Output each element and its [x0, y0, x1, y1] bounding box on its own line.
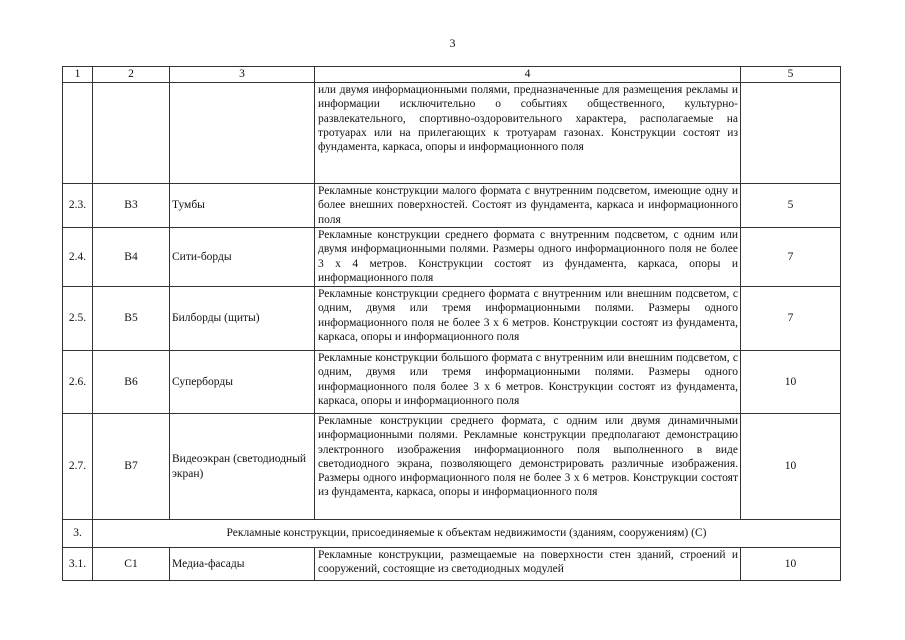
- row-number: 2.5.: [63, 287, 93, 351]
- row-number: 2.3.: [63, 184, 93, 228]
- row-number: 2.6.: [63, 351, 93, 414]
- row-code: В7: [93, 414, 170, 520]
- row-name: [170, 83, 315, 184]
- row-value: 7: [741, 228, 841, 287]
- row-description: Рекламные конструкции малого формата с внутренним подсветом, имеющие одну и более внешних поверхностей. Состоят из фундамента, каркаса и информационного поля: [315, 184, 741, 228]
- row-code: В4: [93, 228, 170, 287]
- row-code: С1: [93, 548, 170, 581]
- row-number: 3.1.: [63, 548, 93, 581]
- header-cell: 5: [741, 67, 841, 83]
- table-row: [63, 184, 841, 228]
- table-row: [63, 548, 841, 581]
- row-name: Видеоэкран (светодиодный экран): [170, 414, 315, 520]
- header-cell: 3: [170, 67, 315, 83]
- row-value: 10: [741, 548, 841, 581]
- row-name: Суперборды: [170, 351, 315, 414]
- table-row: [63, 351, 841, 414]
- header-cell: 1: [63, 67, 93, 83]
- page-number: 3: [449, 36, 456, 50]
- section-number: 3.: [63, 520, 93, 548]
- row-number: [63, 83, 93, 184]
- row-value: 10: [741, 351, 841, 414]
- row-name: Медиа-фасады: [170, 548, 315, 581]
- header-cell: 2: [93, 67, 170, 83]
- ad-structures-table: [62, 66, 841, 581]
- row-code: В3: [93, 184, 170, 228]
- row-value: 10: [741, 414, 841, 520]
- row-code: В6: [93, 351, 170, 414]
- table-header-row: [63, 67, 841, 83]
- table-row: [63, 414, 841, 520]
- row-number: 2.7.: [63, 414, 93, 520]
- row-name: Тумбы: [170, 184, 315, 228]
- row-value: 5: [741, 184, 841, 228]
- row-code: В5: [93, 287, 170, 351]
- row-name: Сити-борды: [170, 228, 315, 287]
- header-cell: 4: [315, 67, 741, 83]
- row-number: 2.4.: [63, 228, 93, 287]
- row-value: 7: [741, 287, 841, 351]
- section-title: Рекламные конструкции, присоединяемые к объектам недвижимости (зданиям, сооружениям) (С): [93, 520, 841, 548]
- row-description: или двумя информационными полями, предназначенные для размещения рекламы и информации исключительно о событиях общественного, культурно-развлекательного, спортивно-оздоровительного характера, располагаемые на тротуарах или на прилегающих к тротуарам газонах. Конструкции состоят из фундамента, каркаса, опоры и информационного поля: [315, 83, 741, 184]
- row-description: Рекламные конструкции большого формата с внутренним или внешним подсветом, с одним, двумя или тремя информационными полями. Размеры одного информационного поля более 3 х 6 метров. Конструкции состоят из фундамента, каркаса, опоры и информационного поля: [315, 351, 741, 414]
- row-description: Рекламные конструкции среднего формата, с одним или двумя динамичными информационными полями. Рекламные конструкции предполагают демонстрацию электронного изображения информационного поля выполненного в виде светодиодного экрана, позволяющего демонстрировать различные изображения. Размеры одного информационного поля не более 3 х 6 метров. Конструкции состоят из фундамента, каркаса, опоры и информационного поля: [315, 414, 741, 520]
- row-description: Рекламные конструкции среднего формата с внутренним или внешним подсветом, с одним, двумя или тремя информационными полями. Размеры одного информационного поля не более 3 х 6 метров. Конструкции состоят из фундамента, каркаса, опоры и информационного поля: [315, 287, 741, 351]
- row-code: [93, 83, 170, 184]
- row-description: Рекламные конструкции, размещаемые на поверхности стен зданий, строений и сооружений, состоящие из светодиодных модулей: [315, 548, 741, 581]
- row-name: Билборды (щиты): [170, 287, 315, 351]
- table-row: [63, 83, 841, 184]
- row-value: [741, 83, 841, 184]
- table-row: [63, 228, 841, 287]
- table-row: [63, 287, 841, 351]
- row-description: Рекламные конструкции среднего формата с внутренним подсветом, с одним или двумя информационными полями. Размеры одного информационного поля не более 3 х 4 метров. Конструкции состоят из фундамента, каркаса, опоры и информационного поля: [315, 228, 741, 287]
- section-row: [63, 520, 841, 548]
